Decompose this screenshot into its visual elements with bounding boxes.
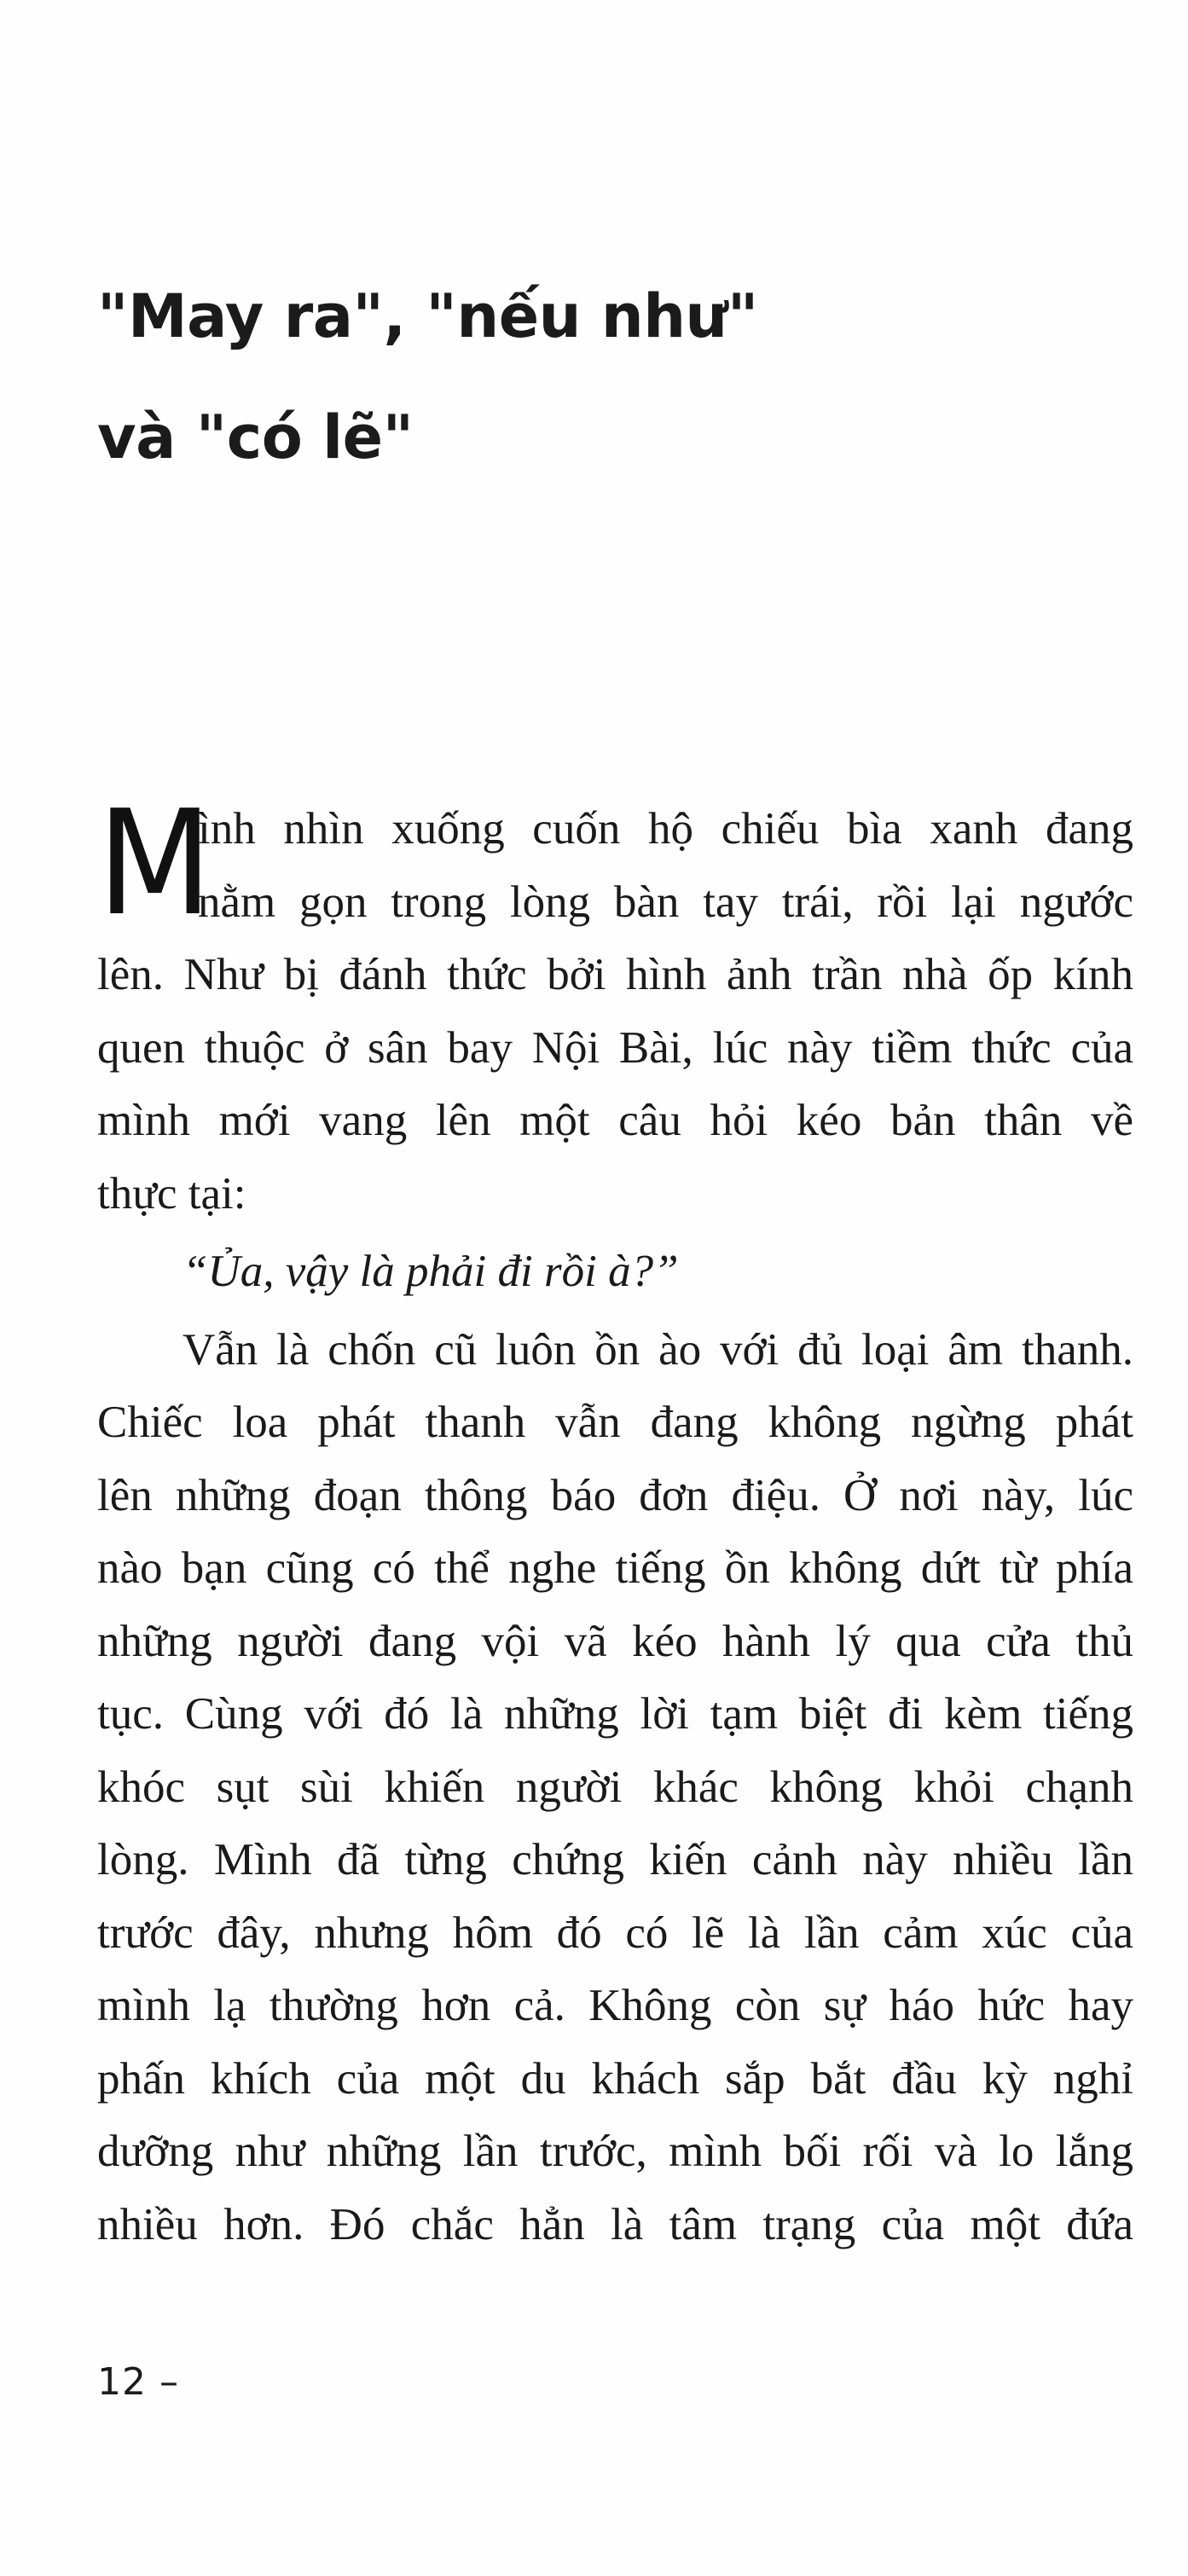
chapter-title <box>97 256 1078 498</box>
paragraph-line: những người đang vội vã kéo hành lý qua cửa thủ <box>97 1616 1133 1666</box>
chapter-title-line-1: "May ra", "nếu như" <box>97 281 758 351</box>
paragraph-line: Vẫn là chốn cũ luôn ồn ào với đủ loại âm thanh. <box>183 1324 1133 1375</box>
paragraph-line: mình mới vang lên một câu hỏi kéo bản thân về <box>97 1096 1133 1145</box>
paragraph-line: nằm gọn trong lòng bàn tay trái, rồi lại ngước <box>198 877 1133 927</box>
paragraph-line: quen thuộc ở sân bay Nội Bài, lúc này tiềm thức của <box>97 1022 1133 1073</box>
paragraph-line: phấn khích của một du khách sắp bắt đầu kỳ nghỉ <box>97 2053 1133 2104</box>
paragraph-line: Chiếc loa phát thanh vẫn đang không ngừng phát <box>97 1398 1133 1447</box>
page-number: 12 – <box>97 2360 179 2404</box>
quote-line: “Ủa, vậy là phải đi rồi à?” <box>183 1247 679 1296</box>
paragraph-line: lên những đoạn thông báo đơn điệu. Ở nơi này, lúc <box>97 1470 1133 1520</box>
paragraph-line: ình nhìn xuống cuốn hộ chiếu bìa xanh đang <box>198 804 1133 854</box>
paragraph-line: mình lạ thường hơn cả. Không còn sự háo hức hay <box>97 1981 1133 2030</box>
paragraph-line: nhiều hơn. Đó chắc hẳn là tâm trạng của một đứa <box>97 2199 1133 2249</box>
drop-cap: M <box>97 779 212 948</box>
paragraph-line: lòng. Mình đã từng chứng kiến cảnh này nhiều lần <box>97 1835 1133 1884</box>
paragraph-line: tục. Cùng với đó là những lời tạm biệt đi kèm tiếng <box>97 1689 1133 1739</box>
chapter-title-line-2: và "có lẽ" <box>97 402 414 472</box>
body-text <box>97 779 1133 2261</box>
paragraph-line: khóc sụt sùi khiến người khác không khỏi chạnh <box>97 1762 1133 1812</box>
paragraph-line: dưỡng như những lần trước, mình bối rối và lo lắng <box>97 2127 1133 2176</box>
paragraph-line: thực tại: <box>97 1168 246 1219</box>
paragraph-line: trước đây, nhưng hôm đó có lẽ là lần cảm xúc của <box>97 1907 1133 1958</box>
paragraph-line: lên. Như bị đánh thức bởi hình ảnh trần nhà ốp kính <box>97 950 1133 999</box>
paragraph-line: nào bạn cũng có thể nghe tiếng ồn không dứt từ phía <box>97 1543 1133 1593</box>
